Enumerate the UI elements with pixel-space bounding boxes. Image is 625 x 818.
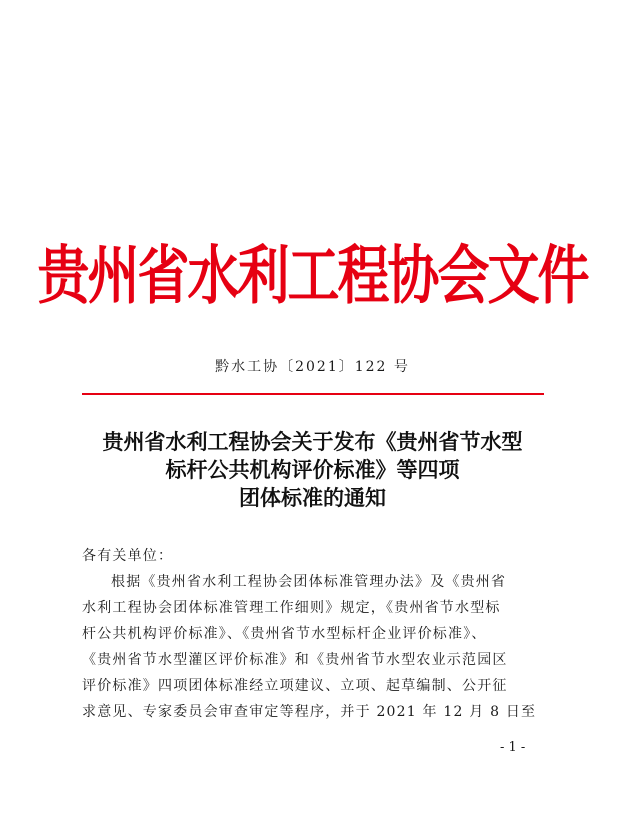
page-number: - 1 - bbox=[500, 740, 526, 755]
title-line: 标杆公共机构评价标准》等四项 bbox=[165, 458, 460, 482]
title-line: 贵州省水利工程协会关于发布《贵州省节水型 bbox=[102, 430, 523, 454]
body-line: 杆公共机构评价标准》、《贵州省节水型标杆企业评价标准》、 bbox=[82, 626, 487, 642]
organization-header: 贵州省水利工程协会文件 bbox=[37, 240, 588, 314]
body-line: 《贵州省节水型灌区评价标准》和《贵州省节水型农业示范园区 bbox=[82, 652, 508, 668]
notice-body bbox=[82, 543, 552, 725]
red-divider-line bbox=[82, 393, 544, 395]
salutation: 各有关单位： bbox=[82, 548, 174, 564]
document-number: 黔水工协〔2021〕122 号 bbox=[215, 359, 410, 375]
title-line: 团体标准的通知 bbox=[239, 486, 386, 510]
body-line: 根据《贵州省水利工程协会团体标准管理办法》及《贵州省 bbox=[111, 574, 507, 590]
body-line: 水利工程协会团体标准管理工作细则》规定，《贵州省节水型标 bbox=[82, 600, 501, 616]
body-line: 求意见、专家委员会审查审定等程序，并于 2021 年 12 月 8 日至 bbox=[82, 704, 537, 720]
body-line: 评价标准》四项团体标准经立项建议、立项、起草编制、公开征 bbox=[82, 678, 508, 694]
notice-title bbox=[40, 428, 585, 512]
